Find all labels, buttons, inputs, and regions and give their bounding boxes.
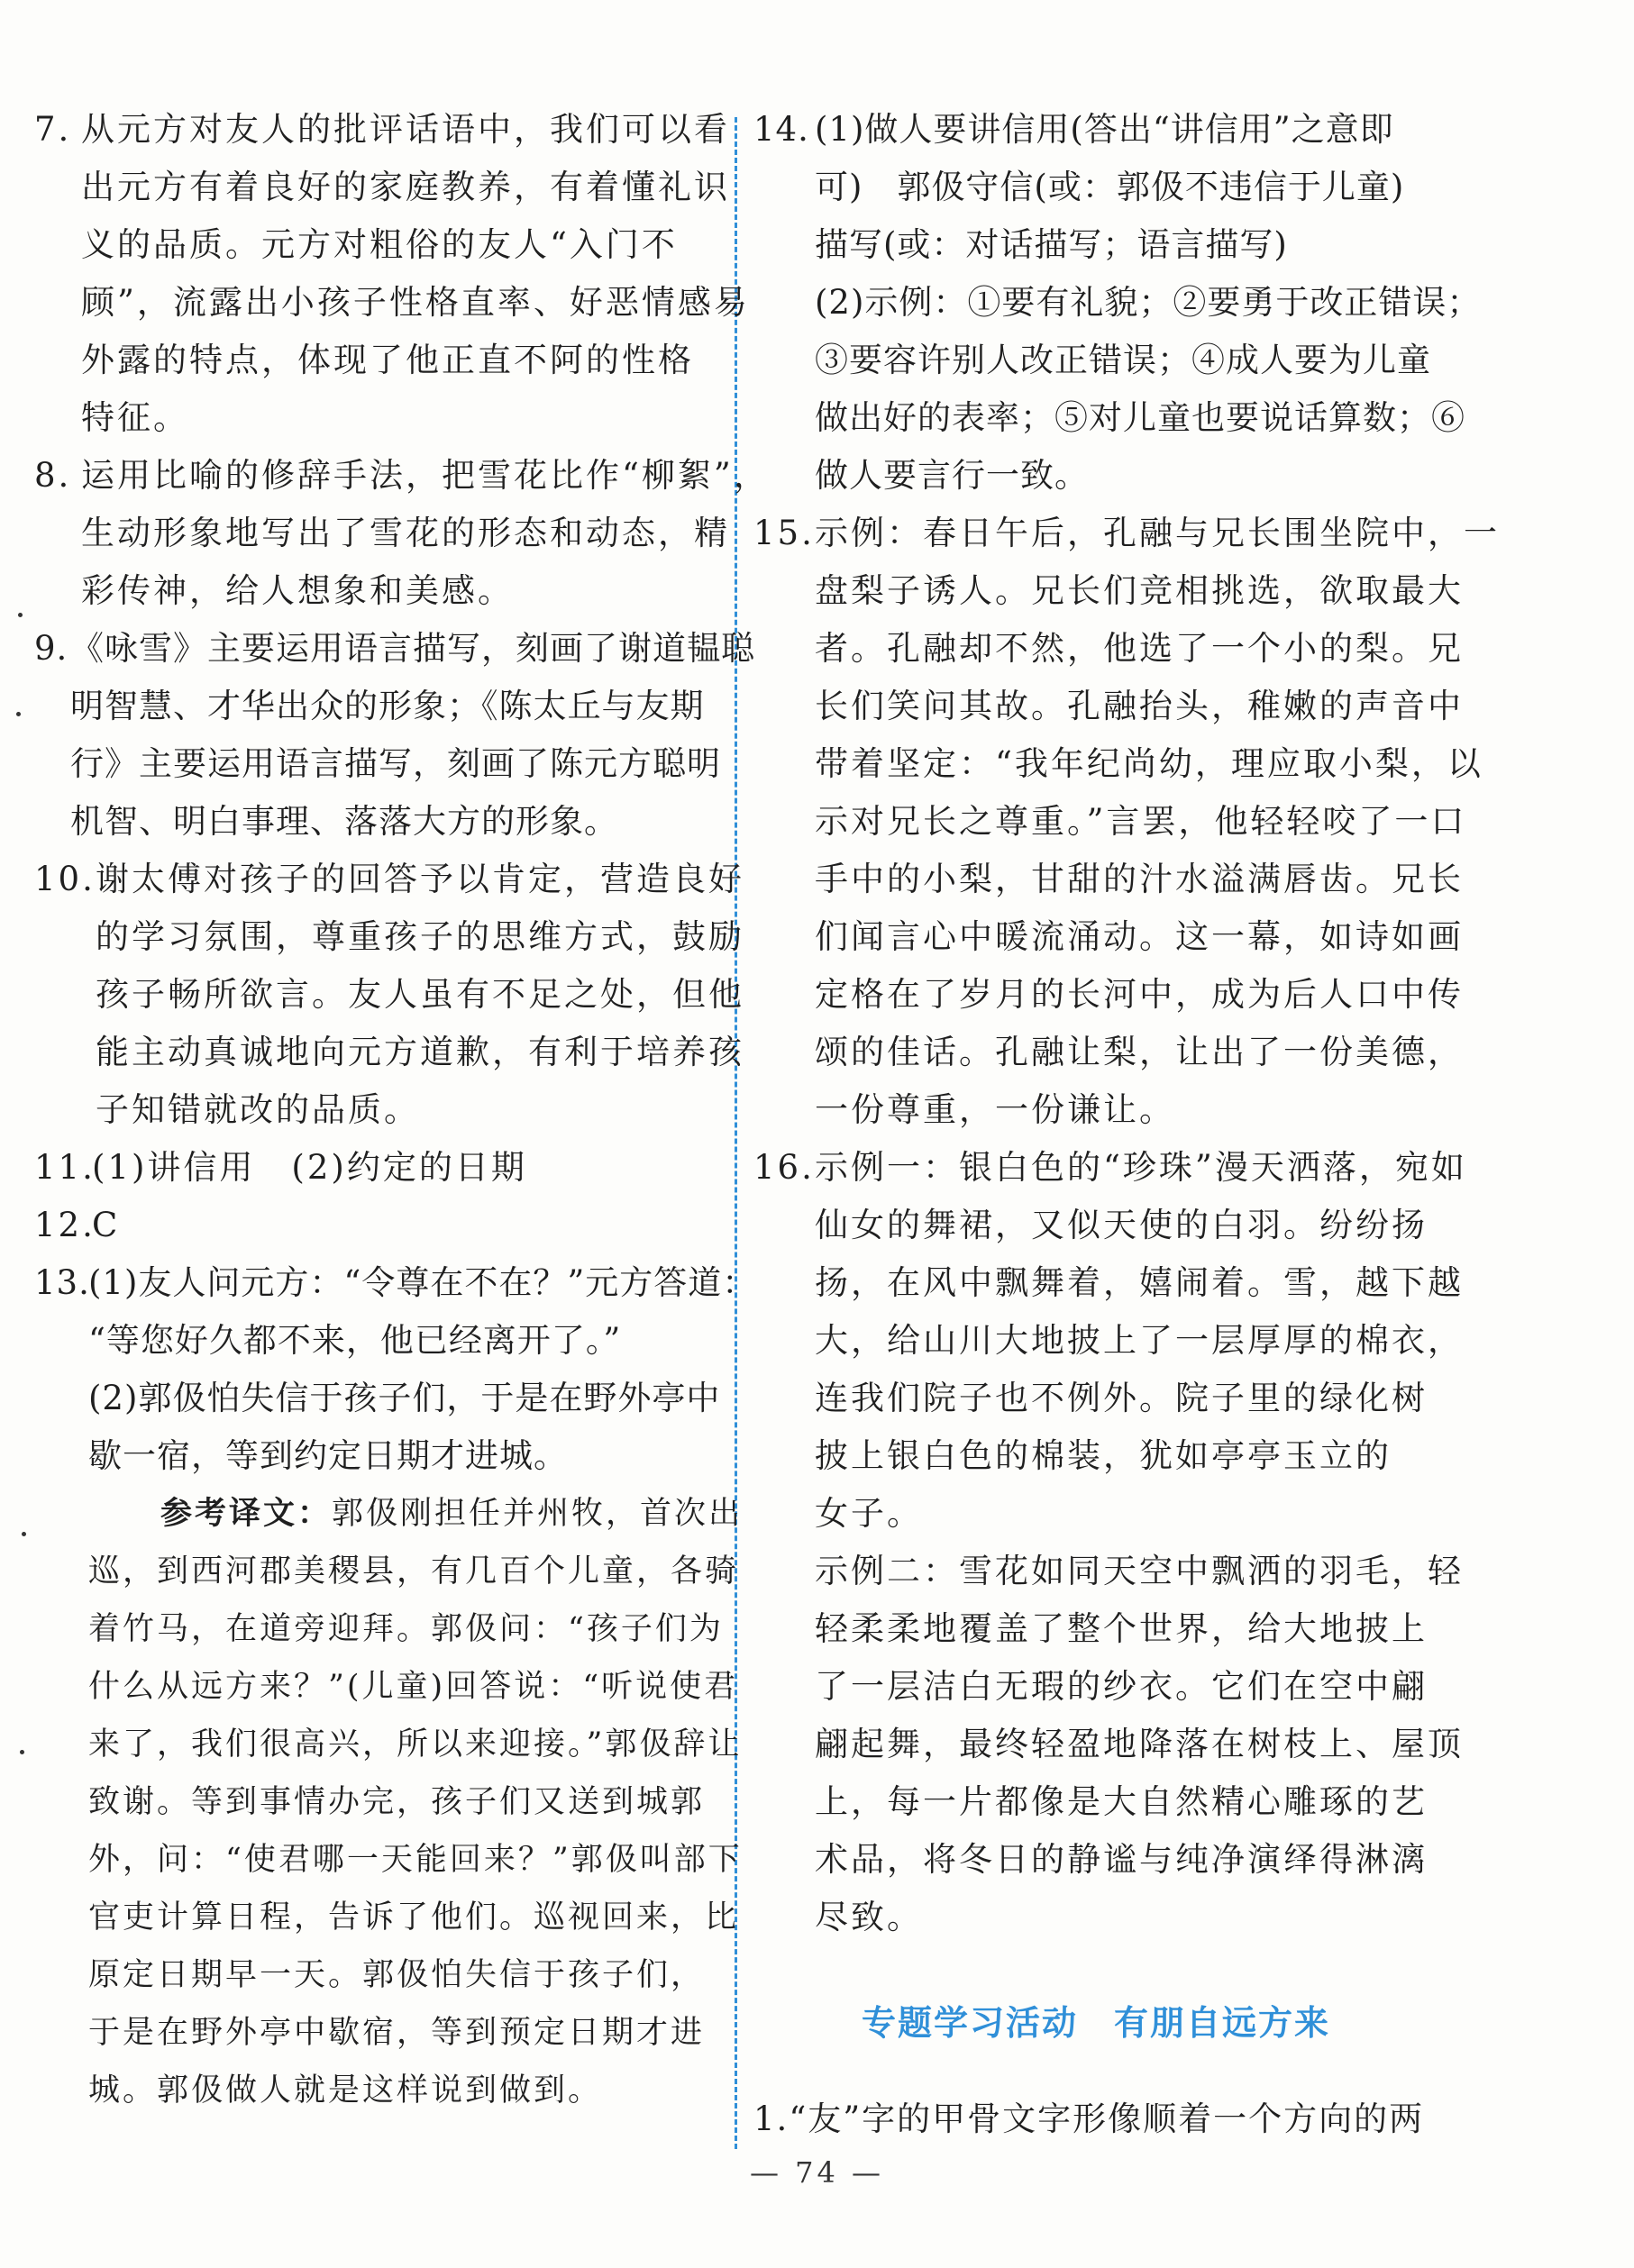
answer-line: 从元方对友人的批评话语中，我们可以看 — [81, 110, 730, 149]
answer-line: 行》主要运用语言描写，刻画了陈元方聪明 — [70, 744, 721, 783]
reference-label: 参考译文： — [160, 1495, 333, 1532]
answer-line: 明智慧、才华出众的形象；《陈太丘与友期 — [70, 687, 705, 725]
answer-line: 长们笑问其故。孔融抬头，稚嫩的声音中 — [815, 687, 1464, 725]
scan-speck — [20, 1750, 24, 1754]
answer-item-9 — [34, 620, 755, 851]
scan-speck — [16, 712, 21, 716]
answer-line: “等您好久都不来，他已经离开了。” — [88, 1321, 622, 1360]
answer-item-7 — [34, 101, 750, 447]
answer-line: 的学习氛围，尊重孩子的思维方式，鼓励 — [96, 917, 744, 956]
answer-line: (1)讲信用 (2)约定的日期 — [92, 1148, 527, 1187]
answer-line: 尽致。 — [815, 1898, 923, 1936]
answer-item-16 — [753, 1139, 1467, 1946]
activity-item-1 — [753, 2090, 1440, 2148]
item-number: 13. — [34, 1263, 90, 1302]
answer-item-13 — [34, 1254, 757, 1485]
answer-line: 连我们院子也不例外。院子里的绿化树 — [815, 1379, 1428, 1417]
item-number: 10. — [34, 860, 96, 898]
answer-line: 出元方有着良好的家庭教养，有着懂礼识 — [81, 168, 730, 206]
answer-line: 者。孔融却不然，他选了一个小的梨。兄 — [815, 629, 1464, 668]
answer-line: 来了，我们很高兴，所以来迎接。”郭伋辞让 — [88, 1726, 743, 1762]
item-number: 16. — [753, 1148, 815, 1187]
reference-first-line — [88, 1485, 744, 1543]
answer-line: 做出好的表率；⑤对儿童也要说话算数；⑥ — [815, 398, 1465, 437]
answer-line: 官吏计算日程，告诉了他们。巡视回来，比 — [88, 1899, 740, 1936]
answer-line: 了一层洁白无瑕的纱衣。它们在空中翩 — [815, 1667, 1428, 1706]
item-number: 12. — [34, 1206, 96, 1244]
answer-line: 着竹马，在道旁迎拜。郭伋问：“孩子们为 — [88, 1611, 724, 1647]
answer-line: 描写(或：对话描写；语言描写) — [815, 225, 1288, 264]
item-number: 11. — [34, 1148, 96, 1187]
answer-line: 什么从远方来？”(儿童)回答说：“听说使君 — [88, 1669, 739, 1705]
answer-item-15 — [753, 505, 1500, 1139]
answer-line: 巡，到西河郡美稷县，有几百个儿童，各骑 — [88, 1553, 740, 1589]
answer-item-8 — [34, 447, 770, 620]
answer-line: 子知错就改的品质。 — [96, 1090, 420, 1129]
page-number: — 74 — — [749, 2155, 885, 2190]
answer-item-14 — [753, 101, 1482, 505]
answer-line: 运用比喻的修辞手法，把雪花比作“柳絮”， — [81, 456, 770, 495]
answer-line: 城。郭伋做人就是这样说到做到。 — [88, 2072, 603, 2109]
answer-line: 盘梨子诱人。兄长们竞相挑选，欲取最大 — [815, 571, 1464, 610]
answer-line: 义的品质。元方对粗俗的友人“入门不 — [81, 225, 678, 264]
answer-line: 定格在了岁月的长河中，成为后人口中传 — [815, 975, 1464, 1014]
answer-item-12 — [34, 1197, 721, 1254]
answer-line: 谢太傅对孩子的回答予以肯定，营造良好 — [96, 860, 744, 898]
answer-line: 示例一：银白色的“珍珠”漫天洒落，宛如 — [815, 1148, 1467, 1187]
answer-line: 于是在野外亭中歇宿，等到预定日期才进 — [88, 2015, 706, 2051]
answer-item-10 — [34, 851, 744, 1139]
reference-translation — [88, 1485, 744, 2119]
answer-line: 机智、明白事理、落落大方的形象。 — [70, 802, 618, 841]
answer-line: 大，给山川大地披上了一层厚厚的棉衣， — [815, 1321, 1464, 1360]
answer-line: 生动形象地写出了雪花的形态和动态，精 — [81, 514, 730, 552]
answer-line: 翩起舞，最终轻盈地降落在树枝上、屋顶 — [815, 1725, 1464, 1763]
item-number: 8. — [34, 456, 72, 495]
answer-line: (2)郭伋怕失信于孩子们，于是在野外亭中 — [88, 1379, 721, 1417]
answer-line: (1)友人问元方：“令尊在不在？”元方答道： — [88, 1263, 757, 1302]
answer-line: 可) 郭伋守信(或：郭伋不违信于儿童) — [815, 168, 1405, 206]
item-number: 9. — [34, 629, 68, 668]
answer-line: 女子。 — [815, 1494, 923, 1533]
answer-line: 带着坚定：“我年纪尚幼，理应取小梨，以 — [815, 744, 1483, 783]
answer-line: 原定日期早一天。郭伋怕失信于孩子们， — [88, 1957, 706, 1993]
answer-line: 做人要言行一致。 — [815, 456, 1089, 495]
answer-line: 颂的佳话。孔融让梨，让出了一份美德， — [815, 1033, 1464, 1071]
section-title-part-b: 有朋自远方来 — [1114, 2003, 1331, 2043]
left-column — [34, 101, 770, 2119]
item-number: 7. — [34, 110, 72, 149]
answer-line: 示对兄长之尊重。”言罢，他轻轻咬了一口 — [815, 802, 1467, 841]
answer-line: 彩传神，给人想象和美感。 — [81, 571, 514, 610]
answer-line: 扬，在风中飘舞着，嬉闹着。雪，越下越 — [815, 1263, 1464, 1302]
section-title-part-a: 专题学习活动 — [862, 2003, 1079, 2043]
answer-line: 能主动真诚地向元方道歉，有利于培养孩 — [96, 1033, 744, 1071]
scan-speck — [18, 613, 23, 617]
item-number: 14. — [753, 110, 809, 149]
answer-line: (2)示例：①要有礼貌；②要勇于改正错误； — [815, 283, 1482, 322]
scan-speck — [22, 1532, 26, 1536]
answer-line: 《咏雪》主要运用语言描写，刻画了谢道韫聪 — [70, 629, 755, 668]
answer-line: 术品，将冬日的静谧与纯净演绎得淋漓 — [815, 1840, 1428, 1879]
answer-line: 顾”，流露出小孩子性格直率、好恶情感易 — [81, 283, 750, 322]
right-column — [753, 101, 1500, 1946]
answer-line: ③要容许别人改正错误；④成人要为儿童 — [815, 341, 1431, 379]
item-number: 15. — [753, 514, 815, 552]
answer-line: C — [92, 1206, 121, 1244]
answer-line: 上，每一片都像是大自然精心雕琢的艺 — [815, 1782, 1428, 1821]
answer-line: 歇一宿，等到约定日期才进城。 — [88, 1436, 568, 1475]
answer-line: 一份尊重，一份谦让。 — [815, 1090, 1175, 1129]
section-title — [862, 1995, 1330, 2045]
answer-line: 特征。 — [81, 398, 189, 437]
answer-line: 们闻言心中暖流涌动。这一幕，如诗如画 — [815, 917, 1464, 956]
answer-line: 手中的小梨，甘甜的汁水溢满唇齿。兄长 — [815, 860, 1464, 898]
answer-line: 示例二：雪花如同天空中飘洒的羽毛，轻 — [815, 1552, 1464, 1590]
answer-line: 仙女的舞裙，又似天使的白羽。纷纷扬 — [815, 1206, 1428, 1244]
answer-line: “友”字的甲骨文字形像顺着一个方向的两 — [789, 2099, 1425, 2138]
answer-line: (1)做人要讲信用(答出“讲信用”之意即 — [815, 110, 1394, 149]
answer-line: 孩子畅所欲言。友人虽有不足之处，但他 — [96, 975, 744, 1014]
answer-line: 致谢。等到事情办完，孩子们又送到城郭 — [88, 1784, 706, 1820]
answer-line: 郭伋刚担任并州牧，首次出 — [332, 1496, 744, 1532]
answer-line: 轻柔柔地覆盖了整个世界，给大地披上 — [815, 1609, 1428, 1648]
answer-line: 外露的特点，体现了他正直不阿的性格 — [81, 341, 694, 379]
item-number: 1. — [753, 2099, 790, 2138]
answer-line: 外，问：“使君哪一天能回来？”郭伋叫部下 — [88, 1842, 743, 1878]
answer-item-11 — [34, 1139, 721, 1197]
answer-line: 示例：春日午后，孔融与兄长围坐院中，一 — [815, 514, 1500, 552]
answer-line: 披上银白色的棉装，犹如亭亭玉立的 — [815, 1436, 1392, 1475]
